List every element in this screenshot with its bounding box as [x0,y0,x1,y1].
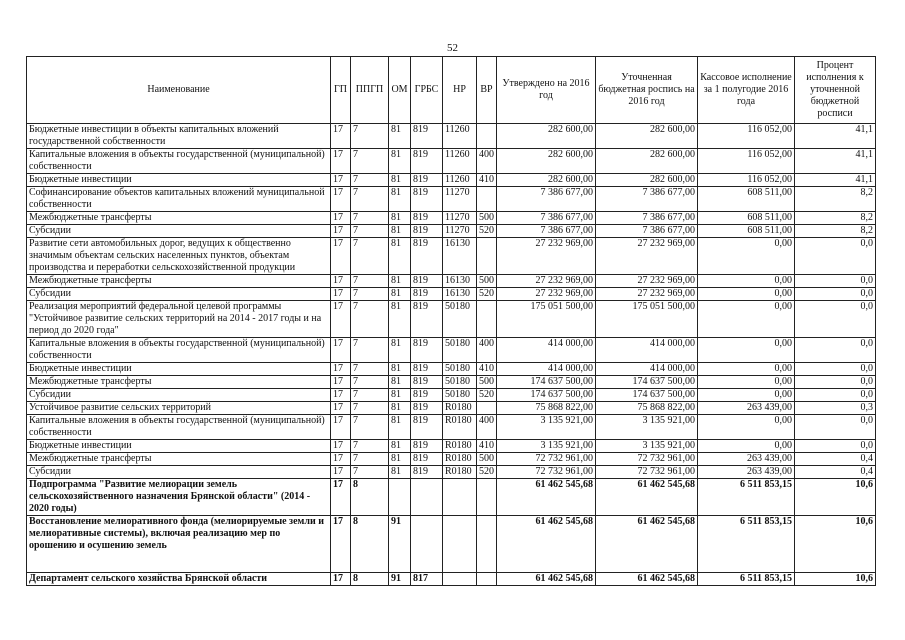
cell-vr [477,124,497,149]
cell-pgp: 7 [351,174,389,187]
cell-percent: 0,4 [795,466,876,479]
cell-percent: 10,6 [795,516,876,573]
header-refined: Уточненная бюджетная роспись на 2016 год [596,57,698,124]
cell-percent: 10,6 [795,573,876,586]
cell-cash: 0,00 [698,363,795,376]
cell-refined: 27 232 969,00 [596,238,698,275]
cell-cash: 116 052,00 [698,149,795,174]
cell-approved: 27 232 969,00 [497,275,596,288]
cell-cash: 608 511,00 [698,212,795,225]
cell-percent: 8,2 [795,212,876,225]
cell-vr [477,187,497,212]
cell-percent: 0,0 [795,415,876,440]
cell-om: 81 [389,187,411,212]
cell-cash: 608 511,00 [698,187,795,212]
cell-pgp: 7 [351,187,389,212]
cell-grbs: 819 [411,466,443,479]
table-body [27,124,876,586]
cell-np: 16130 [443,238,477,275]
cell-refined: 174 637 500,00 [596,376,698,389]
cell-gp: 17 [331,225,351,238]
cell-approved: 7 386 677,00 [497,212,596,225]
cell-name: Подпрограмма "Развитие мелиорации земель сельскохозяйственного назначения Брянской области" (2014 - 2020 годы) [27,479,331,516]
cell-approved: 27 232 969,00 [497,238,596,275]
cell-grbs: 819 [411,402,443,415]
cell-refined: 414 000,00 [596,338,698,363]
cell-refined: 72 732 961,00 [596,466,698,479]
header-approved: Утверждено на 2016 год [497,57,596,124]
cell-approved: 282 600,00 [497,174,596,187]
cell-vr [477,402,497,415]
cell-np: R0180 [443,440,477,453]
cell-cash: 0,00 [698,338,795,363]
cell-np: 11270 [443,187,477,212]
cell-approved: 3 135 921,00 [497,415,596,440]
cell-om: 81 [389,275,411,288]
cell-name: Бюджетные инвестиции [27,440,331,453]
cell-cash: 6 511 853,15 [698,573,795,586]
cell-name: Департамент сельского хозяйства Брянской области [27,573,331,586]
cell-om: 81 [389,149,411,174]
cell-np: R0180 [443,453,477,466]
cell-vr [477,573,497,586]
table-header-row [27,57,876,124]
table-row [27,415,876,440]
cell-gp: 17 [331,338,351,363]
cell-name: Межбюджетные трансферты [27,453,331,466]
cell-approved: 75 868 822,00 [497,402,596,415]
cell-np: 11270 [443,225,477,238]
cell-name: Субсидии [27,389,331,402]
cell-gp: 17 [331,479,351,516]
cell-gp: 17 [331,288,351,301]
cell-om: 81 [389,402,411,415]
cell-grbs: 819 [411,453,443,466]
cell-name: Субсидии [27,225,331,238]
table-row [27,516,876,573]
cell-gp: 17 [331,466,351,479]
cell-om: 91 [389,516,411,573]
header-percent: Процент исполнения к уточненной бюджетной росписи [795,57,876,124]
table-row [27,389,876,402]
cell-refined: 7 386 677,00 [596,187,698,212]
cell-om: 81 [389,466,411,479]
cell-approved: 3 135 921,00 [497,440,596,453]
cell-percent: 0,0 [795,376,876,389]
cell-om: 81 [389,124,411,149]
cell-name: Субсидии [27,288,331,301]
cell-approved: 414 000,00 [497,338,596,363]
header-grbs: ГРБС [411,57,443,124]
cell-refined: 3 135 921,00 [596,415,698,440]
cell-cash: 6 511 853,15 [698,516,795,573]
cell-percent: 41,1 [795,124,876,149]
cell-grbs: 819 [411,124,443,149]
cell-percent: 0,0 [795,338,876,363]
table-row [27,573,876,586]
table-row [27,363,876,376]
cell-refined: 3 135 921,00 [596,440,698,453]
cell-name: Бюджетные инвестиции [27,174,331,187]
cell-grbs: 819 [411,187,443,212]
cell-refined: 282 600,00 [596,174,698,187]
cell-refined: 61 462 545,68 [596,516,698,573]
cell-pgp: 7 [351,124,389,149]
cell-pgp: 7 [351,440,389,453]
table-row [27,149,876,174]
cell-pgp: 7 [351,338,389,363]
table-row [27,124,876,149]
cell-vr: 410 [477,174,497,187]
table-row [27,402,876,415]
cell-grbs: 817 [411,573,443,586]
cell-om: 81 [389,301,411,338]
cell-gp: 17 [331,376,351,389]
cell-percent: 41,1 [795,174,876,187]
table-row [27,288,876,301]
table-row [27,275,876,288]
table-row [27,338,876,363]
cell-om: 81 [389,174,411,187]
cell-pgp: 7 [351,376,389,389]
cell-np: 11260 [443,124,477,149]
cell-om: 81 [389,376,411,389]
cell-approved: 7 386 677,00 [497,225,596,238]
cell-gp: 17 [331,363,351,376]
cell-om: 81 [389,212,411,225]
cell-om: 81 [389,389,411,402]
cell-approved: 282 600,00 [497,149,596,174]
cell-name: Межбюджетные трансферты [27,212,331,225]
cell-vr: 410 [477,363,497,376]
cell-approved: 175 051 500,00 [497,301,596,338]
cell-cash: 0,00 [698,376,795,389]
cell-percent: 8,2 [795,225,876,238]
header-vr: ВР [477,57,497,124]
cell-om: 81 [389,363,411,376]
cell-cash: 0,00 [698,440,795,453]
cell-cash: 0,00 [698,389,795,402]
cell-om: 91 [389,573,411,586]
cell-grbs: 819 [411,238,443,275]
table-row [27,440,876,453]
cell-percent: 0,0 [795,238,876,275]
cell-gp: 17 [331,174,351,187]
cell-om: 81 [389,225,411,238]
cell-approved: 61 462 545,68 [497,573,596,586]
cell-gp: 17 [331,238,351,275]
cell-np: 50180 [443,338,477,363]
budget-table [26,56,876,586]
cell-refined: 72 732 961,00 [596,453,698,466]
cell-grbs: 819 [411,225,443,238]
cell-gp: 17 [331,389,351,402]
cell-vr: 410 [477,440,497,453]
cell-vr: 520 [477,225,497,238]
cell-pgp: 7 [351,275,389,288]
cell-grbs: 819 [411,389,443,402]
cell-om: 81 [389,440,411,453]
cell-vr: 520 [477,389,497,402]
cell-vr: 520 [477,466,497,479]
cell-gp: 17 [331,124,351,149]
cell-percent: 0,0 [795,389,876,402]
cell-om: 81 [389,453,411,466]
header-om: ОМ [389,57,411,124]
cell-cash: 608 511,00 [698,225,795,238]
cell-name: Развитие сети автомобильных дорог, ведущих к общественно значимым объектам сельских населенных пунктов, объектам производства и переработки сельскохозяйственной продукции [27,238,331,275]
cell-grbs: 819 [411,275,443,288]
cell-name: Межбюджетные трансферты [27,275,331,288]
table-row [27,187,876,212]
cell-vr: 500 [477,212,497,225]
cell-pgp: 7 [351,238,389,275]
cell-vr: 500 [477,453,497,466]
table-row [27,466,876,479]
cell-refined: 7 386 677,00 [596,212,698,225]
cell-percent: 0,0 [795,301,876,338]
cell-grbs [411,479,443,516]
cell-cash: 0,00 [698,238,795,275]
cell-np: R0180 [443,415,477,440]
cell-pgp: 7 [351,149,389,174]
cell-grbs: 819 [411,376,443,389]
cell-percent: 0,4 [795,453,876,466]
table-row [27,238,876,275]
table-row [27,453,876,466]
cell-percent: 0,0 [795,440,876,453]
cell-name: Капитальные вложения в объекты государственной (муниципальной) собственности [27,149,331,174]
cell-grbs: 819 [411,212,443,225]
cell-np: 50180 [443,389,477,402]
cell-om: 81 [389,288,411,301]
cell-name: Реализация мероприятий федеральной целевой программы "Устойчивое развитие сельских территорий на 2014 - 2017 годы и на период до 2020 года" [27,301,331,338]
cell-grbs: 819 [411,301,443,338]
cell-pgp: 8 [351,479,389,516]
cell-gp: 17 [331,440,351,453]
cell-vr: 500 [477,376,497,389]
cell-vr [477,238,497,275]
cell-vr [477,479,497,516]
table-row [27,376,876,389]
cell-percent: 10,6 [795,479,876,516]
cell-gp: 17 [331,301,351,338]
cell-approved: 174 637 500,00 [497,376,596,389]
cell-np: R0180 [443,402,477,415]
cell-approved: 414 000,00 [497,363,596,376]
cell-pgp: 7 [351,453,389,466]
table-row [27,212,876,225]
cell-gp: 17 [331,275,351,288]
cell-pgp: 7 [351,415,389,440]
cell-grbs: 819 [411,288,443,301]
cell-np: 16130 [443,288,477,301]
cell-refined: 7 386 677,00 [596,225,698,238]
cell-np: 50180 [443,301,477,338]
cell-cash: 6 511 853,15 [698,479,795,516]
cell-refined: 174 637 500,00 [596,389,698,402]
cell-gp: 17 [331,187,351,212]
cell-om: 81 [389,238,411,275]
cell-np: 50180 [443,376,477,389]
cell-pgp: 7 [351,389,389,402]
cell-pgp: 7 [351,363,389,376]
cell-name: Субсидии [27,466,331,479]
cell-approved: 61 462 545,68 [497,516,596,573]
header-pgp: ППГП [351,57,389,124]
cell-name: Капитальные вложения в объекты государственной (муниципальной) собственности [27,338,331,363]
cell-grbs: 819 [411,174,443,187]
cell-grbs: 819 [411,338,443,363]
page-number: 52 [447,42,458,54]
cell-pgp: 7 [351,288,389,301]
table-row [27,174,876,187]
table-row [27,225,876,238]
header-gp: ГП [331,57,351,124]
cell-name: Бюджетные инвестиции в объекты капитальных вложений государственной собственности [27,124,331,149]
cell-cash: 116 052,00 [698,124,795,149]
cell-name: Восстановление мелиоративного фонда (мелиорируемые земли и мелиоративные системы), включая реализацию мер по орошению и осушению земель [27,516,331,573]
cell-percent: 41,1 [795,149,876,174]
cell-pgp: 7 [351,225,389,238]
table-row [27,301,876,338]
cell-gp: 17 [331,415,351,440]
cell-np [443,516,477,573]
cell-name: Бюджетные инвестиции [27,363,331,376]
cell-cash: 263 439,00 [698,466,795,479]
cell-pgp: 7 [351,301,389,338]
cell-pgp: 8 [351,573,389,586]
cell-grbs: 819 [411,415,443,440]
cell-cash: 0,00 [698,288,795,301]
cell-vr: 400 [477,149,497,174]
cell-refined: 175 051 500,00 [596,301,698,338]
cell-percent: 0,0 [795,275,876,288]
cell-refined: 27 232 969,00 [596,275,698,288]
cell-np: R0180 [443,466,477,479]
cell-np: 16130 [443,275,477,288]
cell-approved: 72 732 961,00 [497,453,596,466]
table-row [27,479,876,516]
cell-percent: 0,0 [795,363,876,376]
cell-vr: 400 [477,415,497,440]
cell-approved: 7 386 677,00 [497,187,596,212]
cell-vr: 500 [477,275,497,288]
cell-pgp: 7 [351,466,389,479]
cell-refined: 414 000,00 [596,363,698,376]
cell-np: 11270 [443,212,477,225]
cell-approved: 282 600,00 [497,124,596,149]
cell-cash: 116 052,00 [698,174,795,187]
cell-cash: 263 439,00 [698,402,795,415]
cell-vr: 520 [477,288,497,301]
cell-np [443,573,477,586]
cell-om: 81 [389,415,411,440]
cell-percent: 8,2 [795,187,876,212]
cell-gp: 17 [331,516,351,573]
cell-pgp: 8 [351,516,389,573]
cell-grbs: 819 [411,149,443,174]
cell-np: 11260 [443,174,477,187]
cell-grbs: 819 [411,440,443,453]
cell-cash: 0,00 [698,275,795,288]
cell-name: Устойчивое развитие сельских территорий [27,402,331,415]
cell-om: 81 [389,338,411,363]
cell-approved: 61 462 545,68 [497,479,596,516]
cell-refined: 61 462 545,68 [596,479,698,516]
cell-pgp: 7 [351,212,389,225]
header-cash: Кассовое исполнение за 1 полугодие 2016 года [698,57,795,124]
cell-pgp: 7 [351,402,389,415]
cell-gp: 17 [331,573,351,586]
cell-gp: 17 [331,149,351,174]
cell-vr: 400 [477,338,497,363]
cell-grbs: 819 [411,363,443,376]
cell-gp: 17 [331,453,351,466]
cell-approved: 72 732 961,00 [497,466,596,479]
cell-approved: 27 232 969,00 [497,288,596,301]
cell-np: 11260 [443,149,477,174]
cell-gp: 17 [331,212,351,225]
cell-approved: 174 637 500,00 [497,389,596,402]
cell-om [389,479,411,516]
cell-name: Межбюджетные трансферты [27,376,331,389]
cell-refined: 282 600,00 [596,124,698,149]
cell-vr [477,301,497,338]
cell-gp: 17 [331,402,351,415]
cell-cash: 263 439,00 [698,453,795,466]
cell-percent: 0,3 [795,402,876,415]
cell-name: Софинансирование объектов капитальных вложений муниципальной собственности [27,187,331,212]
cell-refined: 27 232 969,00 [596,288,698,301]
cell-refined: 75 868 822,00 [596,402,698,415]
cell-refined: 61 462 545,68 [596,573,698,586]
header-np: НР [443,57,477,124]
cell-np [443,479,477,516]
cell-np: 50180 [443,363,477,376]
header-name: Наименование [27,57,331,124]
cell-name: Капитальные вложения в объекты государственной (муниципальной) собственности [27,415,331,440]
cell-grbs [411,516,443,573]
cell-percent: 0,0 [795,288,876,301]
cell-refined: 282 600,00 [596,149,698,174]
cell-cash: 0,00 [698,301,795,338]
cell-vr [477,516,497,573]
cell-cash: 0,00 [698,415,795,440]
